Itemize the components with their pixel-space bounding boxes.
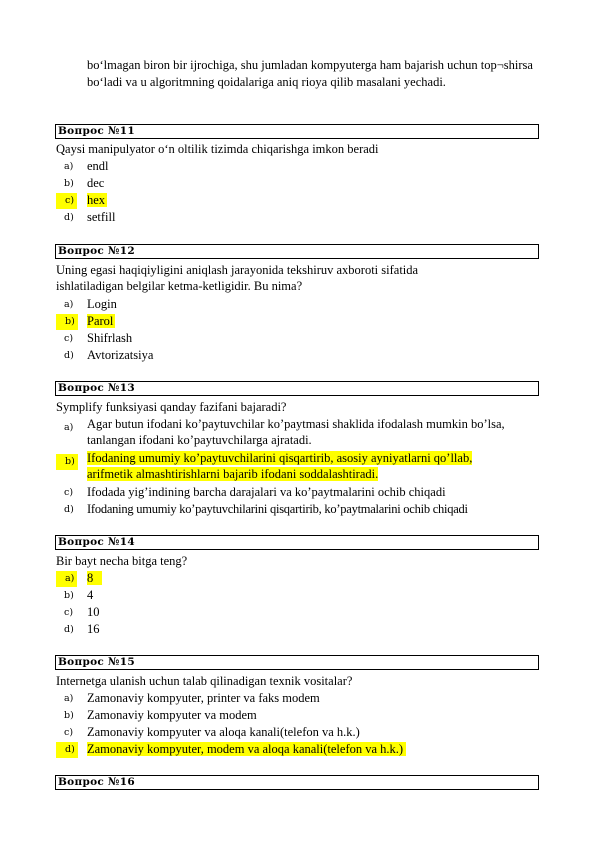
question-header-14: Вопрос №14 bbox=[55, 535, 539, 550]
option-text: Ifodada yig’indining barcha darajalari va ko’paytmalarini ochib chiqadi bbox=[87, 485, 446, 499]
option-text-correct: Parol bbox=[87, 314, 114, 328]
question-text-15: Internetga ulanish uchun talab qilinadigan texnik vositalar? bbox=[56, 674, 353, 688]
question-text-14: Bir bayt necha bitga teng? bbox=[56, 554, 188, 568]
option-letter: d) bbox=[64, 624, 74, 635]
option-letter: b) bbox=[64, 590, 74, 601]
option-letter: d) bbox=[64, 350, 74, 361]
question-header-12: Вопрос №12 bbox=[55, 244, 539, 259]
option-letter: c) bbox=[64, 607, 74, 618]
option-text: Avtorizatsiya bbox=[87, 348, 154, 362]
option-letter: c) bbox=[64, 727, 74, 738]
option-text-correct: 8 bbox=[87, 571, 102, 585]
option-letter: b) bbox=[64, 178, 74, 189]
intro-paragraph: bo‘lmagan biron bir ijrochiga, shu jumladan kompyuterga ham bajarish uchun top¬shirsa bo‘ladi va u algoritmning qoidalariga aniq rioya qilib masalani yechadi. bbox=[87, 58, 533, 89]
option-letter: a) bbox=[64, 161, 74, 172]
question-text-11: Qaysi manipulyator o‘n oltilik tizimda chiqarishga imkon beradi bbox=[56, 142, 379, 156]
option-letter: a) bbox=[56, 571, 77, 587]
option-text-correct: hex bbox=[87, 193, 106, 207]
option-text: Login bbox=[87, 297, 117, 311]
option-letter: b) bbox=[56, 314, 78, 330]
option-text: setfill bbox=[87, 210, 116, 224]
option-letter: c) bbox=[64, 487, 74, 498]
option-letter: c) bbox=[56, 193, 77, 209]
option-text: Zamonaviy kompyuter va aloqa kanali(telefon va h.k.) bbox=[87, 725, 360, 739]
option-letter: d) bbox=[56, 742, 78, 758]
option-letter: a) bbox=[64, 422, 74, 433]
option-text: 4 bbox=[87, 588, 94, 602]
option-letter: b) bbox=[64, 710, 74, 721]
question-header-15: Вопрос №15 bbox=[55, 655, 539, 670]
option-letter: d) bbox=[64, 212, 74, 223]
option-text-correct: Zamonaviy kompyuter, modem va aloqa kanali(telefon va h.k.) bbox=[87, 742, 406, 756]
option-text: Agar butun ifodani ko’paytuvchilar ko’paytmasi shaklida ifodalash mumkin bo’lsa, tanlangan ifodani ko’paytuvchilarga ajratadi. bbox=[87, 417, 505, 447]
question-header-11: Вопрос №11 bbox=[55, 124, 539, 139]
question-text-12: Uning egasi haqiqiyligini aniqlash jarayonida tekshiruv axboroti sifatida ishlatiladigan belgilar ketma-ketligidir. Bu nima? bbox=[56, 263, 419, 293]
option-text: 10 bbox=[87, 605, 100, 619]
option-text: Zamonaviy kompyuter, printer va faks modem bbox=[87, 691, 320, 705]
option-text: endl bbox=[87, 159, 109, 173]
option-letter: d) bbox=[64, 504, 74, 515]
option-text: Shifrlash bbox=[87, 331, 133, 345]
question-text-13: Symplify funksiyasi qanday fazifani bajaradi? bbox=[56, 400, 287, 414]
option-letter: a) bbox=[64, 299, 74, 310]
option-text: dec bbox=[87, 176, 105, 190]
option-text: Ifodaning umumiy ko’paytuvchilarini qisqartirib, ko’paytmalarini ochib chiqadi bbox=[87, 502, 468, 516]
option-letter: b) bbox=[56, 454, 78, 470]
option-text-correct: Ifodaning umumiy ko’paytuvchilarini qisqartirib, asosiy ayniyatlarni qo’llab, arifmetik almashtirishlarni bajarib ifodani soddalashtiradi. bbox=[87, 451, 473, 481]
option-letter: c) bbox=[64, 333, 74, 344]
option-letter: a) bbox=[64, 693, 74, 704]
question-header-16: Вопрос №16 bbox=[55, 775, 539, 790]
option-text: Zamonaviy kompyuter va modem bbox=[87, 708, 257, 722]
option-text: 16 bbox=[87, 622, 100, 636]
question-header-13: Вопрос №13 bbox=[55, 381, 539, 396]
